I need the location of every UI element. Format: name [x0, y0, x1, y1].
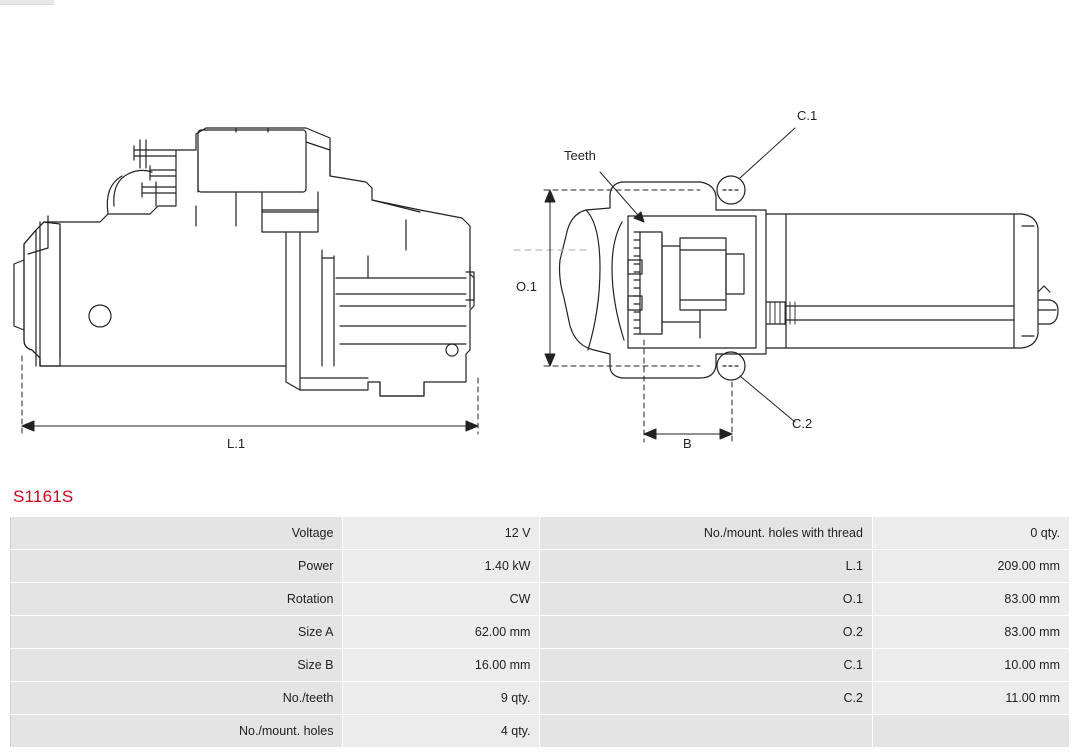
spec-label-secondary: C.1: [540, 649, 872, 682]
pinion-gear: [628, 232, 662, 334]
spec-value-secondary: 10.00 mm: [872, 649, 1069, 682]
starter-side-view: [14, 128, 474, 396]
spec-label-secondary: No./mount. holes with thread: [540, 517, 872, 550]
spec-value-secondary: 209.00 mm: [872, 550, 1069, 583]
spec-table: [10, 516, 1070, 748]
label-o1: O.1: [516, 279, 537, 294]
spec-value-secondary: [872, 715, 1069, 748]
label-l1: L.1: [227, 436, 246, 451]
spec-label-secondary: O.1: [540, 583, 872, 616]
spec-value: 16.00 mm: [343, 649, 540, 682]
table-row: [11, 583, 1070, 616]
spec-label-secondary: [540, 715, 872, 748]
table-row: [11, 682, 1070, 715]
spec-label-secondary: L.1: [540, 550, 872, 583]
spec-value: 12 V: [343, 517, 540, 550]
spec-label: Power: [11, 550, 343, 583]
table-row: [11, 649, 1070, 682]
spec-label-secondary: O.2: [540, 616, 872, 649]
dimension-b: [644, 340, 732, 442]
spec-label: Voltage: [11, 517, 343, 550]
spec-label: Rotation: [11, 583, 343, 616]
label-teeth: Teeth: [564, 148, 596, 163]
spec-table-wrap: [10, 516, 1070, 748]
label-c2: C.2: [792, 416, 813, 431]
page-title: S1161S: [13, 487, 74, 506]
spec-label: No./teeth: [11, 682, 343, 715]
dimension-l1: [22, 356, 478, 434]
spec-value: 4 qty.: [343, 715, 540, 748]
spec-label: Size B: [11, 649, 343, 682]
spec-label-secondary: C.2: [540, 682, 872, 715]
spec-value: CW: [343, 583, 540, 616]
spec-value-secondary: 83.00 mm: [872, 616, 1069, 649]
table-row: [11, 715, 1070, 748]
spec-value-secondary: 83.00 mm: [872, 583, 1069, 616]
spec-label: No./mount. holes: [11, 715, 343, 748]
technical-drawing: [0, 10, 1080, 470]
spec-value-secondary: 0 qty.: [872, 517, 1069, 550]
starter-front-view: [514, 176, 1058, 380]
table-row: [11, 616, 1070, 649]
mount-hole-top: [717, 176, 745, 204]
drawing-svg: [0, 10, 1080, 470]
spec-value: 1.40 kW: [343, 550, 540, 583]
mount-hole-bottom: [717, 352, 745, 380]
table-row: [11, 517, 1070, 550]
spec-value: 62.00 mm: [343, 616, 540, 649]
top-edge-artifact: [0, 0, 54, 5]
label-c1: C.1: [797, 108, 818, 123]
label-b: B: [683, 436, 692, 451]
spec-value: 9 qty.: [343, 682, 540, 715]
spec-label: Size A: [11, 616, 343, 649]
spec-value-secondary: 11.00 mm: [872, 682, 1069, 715]
table-row: [11, 550, 1070, 583]
